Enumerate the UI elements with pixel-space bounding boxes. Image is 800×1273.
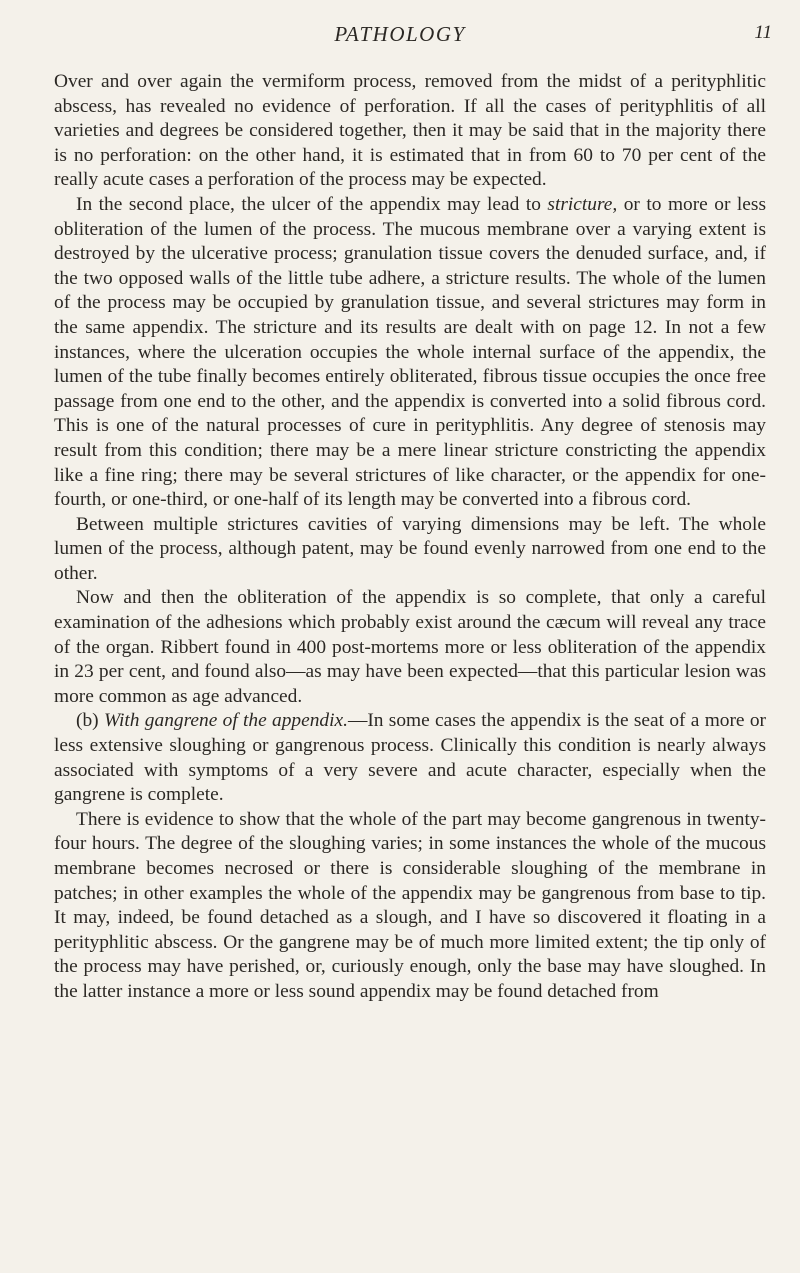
section-label: (b) (76, 710, 99, 732)
paragraph-1: Over and over again the vermiform process, removed from the midst of a perityphlitic abscess, has revealed no evidence of perforation. If all the cases of perityphlitis of all varieties and degrees be considered together, then it may be said that in the majority there is no perforation: on the other hand, it is estimated that in from 60 to 70 per cent of the really acute cases a perforation of the process may be expected. (54, 71, 766, 191)
page-header (0, 14, 800, 54)
paragraph-4: Now and then the obliteration of the appendix is so complete, that only a careful examination of the adhesions which probably exist around the cæcum will reveal any trace of the organ. Ribbert found in 400 post-mortems more or less obliteration of the appendix in 23 per cent, and found also—as may have been expected—that this particular lesion was more common as age advanced. (54, 587, 766, 707)
paragraph-2 (54, 193, 766, 513)
section-heading: With gangrene of the appendix. (103, 710, 348, 732)
paragraph-6: There is evidence to show that the whole of the part may become gangrenous in twenty-four hours. The degree of the sloughing varies; in some instances the whole of the mucous membrane becomes necrosed or there is considerable sloughing of the membrane in patches; in other examples the whole of the appendix may be gangrenous from base to tip. It may, indeed, be found detached as a slough, and I have so discovered it floating in a perityphlitic abscess. Or the gangrene may be of much more limited extent; the tip only of the process may have perished, or, curiously enough, only the base may have sloughed. In the latter instance a more or less sound appendix may be found detached from (54, 808, 766, 1002)
running-title: PATHOLOGY (334, 22, 466, 46)
paragraph-2-rest: or to more or less obliteration of the lumen of the process. The mucous membrane over a varying extent is destroyed by the ulcerative process; granulation tissue covers the denuded surface, and, if the two opposed walls of the little tube adhere, a stricture results. The whole of the lumen of the process may be occupied by granulation tissue, and several strictures may form in the same appendix. The stricture and its results are dealt with on page 12. In not a few instances, where the ulceration occupies the whole internal surface of the appendix, the lumen of the tube finally becomes entirely obliterated, fibrous tissue occupies the once free passage from one end to the other, and the appendix is converted into a solid fibrous cord. This is one of the natural processes of cure in perityphlitis. Any degree of stenosis may result from this condition; there may be a mere linear stricture constricting the appendix like a fine ring; there may be several strictures of like character, or the appendix for one-fourth, or one-third, or one-half of its length may be converted into a fibrous cord. (54, 193, 766, 511)
page-number: 11 (754, 22, 772, 43)
paragraph-3: Between multiple strictures cavities of varying dimensions may be left. The whole lumen of the process, although patent, may be found evenly narrowed from one end to the other. (54, 513, 766, 584)
body-text (54, 70, 766, 1005)
paragraph-5-rest: —In some cases the appendix is the seat of a more or less extensive sloughing or gangrenous process. Clinically this condition is nearly always associated with symptoms of a very severe and acute character, especially when the gangrene is complete. (54, 710, 766, 806)
paragraph-2-start: In the second place, the ulcer of the appendix may lead to (76, 193, 548, 215)
stricture-term: stricture, (547, 193, 618, 215)
paragraph-5 (54, 709, 766, 807)
